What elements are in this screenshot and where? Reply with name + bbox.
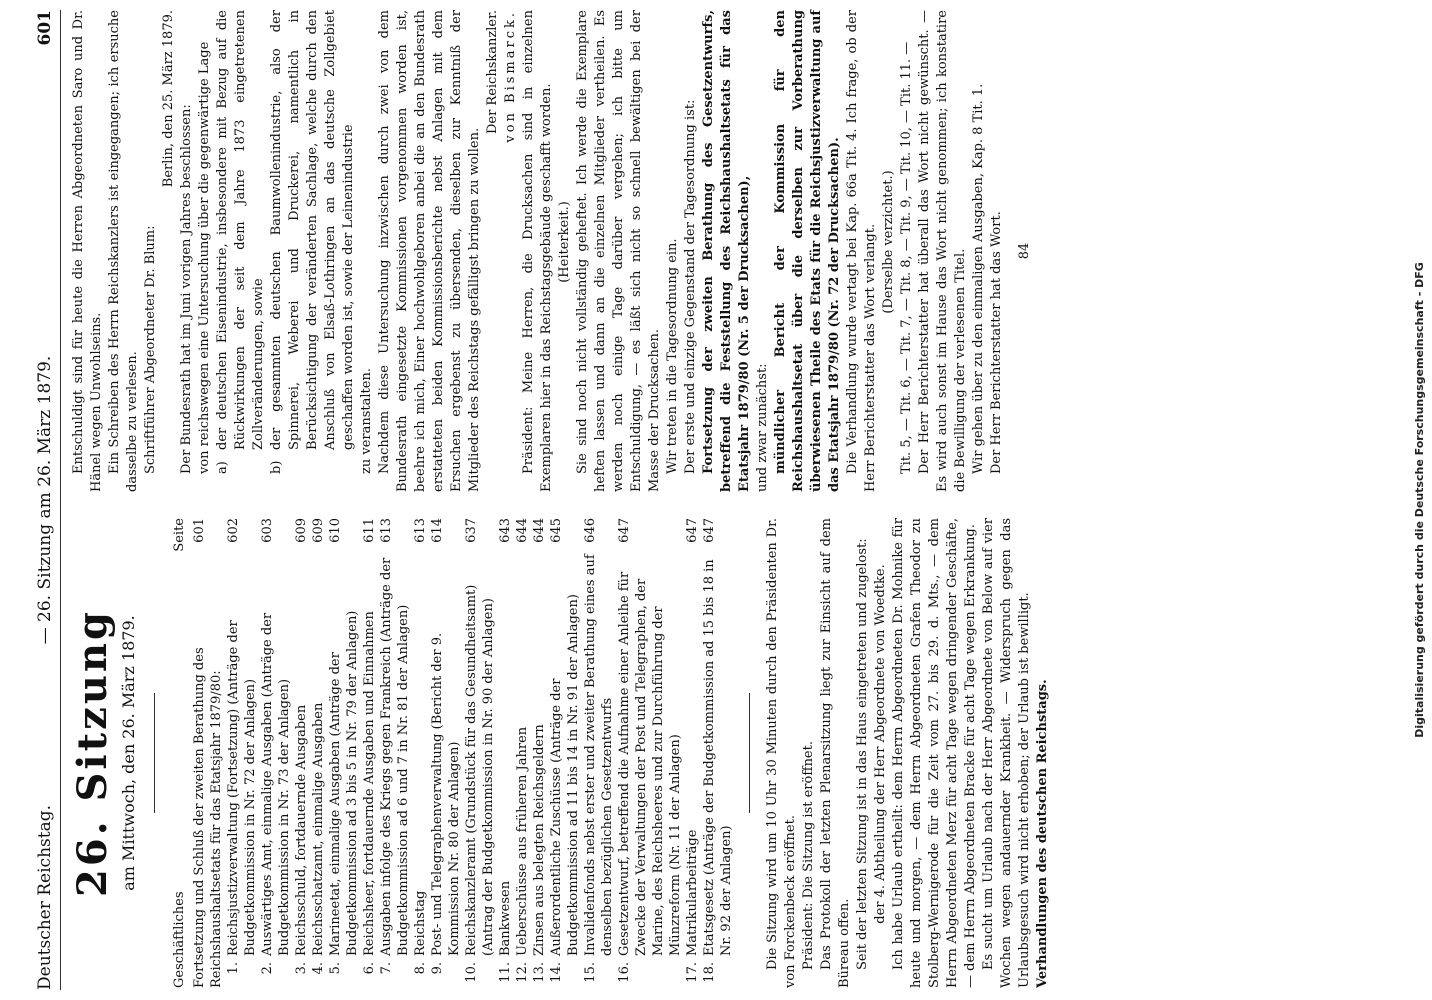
toc-row	[463, 518, 497, 988]
toc-number: 7.	[379, 962, 394, 975]
toc-number: 17.	[685, 962, 700, 983]
table-of-contents	[225, 518, 735, 988]
divider	[154, 693, 155, 813]
toc-page: 610	[328, 518, 343, 543]
right-column	[70, 10, 1049, 492]
paragraph: Sie sind noch nicht vollständig geheftet. Ich werde die Exemplare heften lassen und dann an die einzelnen Mitglieder vertheilen. Es werden noch einige Tage darüber vergehen; ich bitte um Entschuldigung, — es läßt sich nicht so schnell bewältigen bei der Masse der Drucksachen.	[575, 10, 662, 492]
toc-number: 10.	[464, 962, 479, 983]
toc-row	[701, 518, 735, 988]
toc-text: Zinsen aus belegten Reichsgeldern	[532, 724, 547, 956]
paragraph: Es sucht um Urlaub nach der Herr Abgeordnete von Below auf vier Wochen wegen andauernder Krankheit. — Widerspruch gegen das Urlaubsgesuch wird nicht erhoben; der Urlaub ist bewilligt.	[981, 518, 1032, 988]
divider	[749, 693, 750, 813]
toc-page: 647	[685, 518, 700, 543]
toc-text: Außerordentliche Zuschüsse (Anträge der Budgetkommission ad 11 bis 14 in Nr. 91 der Anlagen)	[549, 594, 581, 956]
paragraph: Wir treten in die Tagesordnung ein.	[665, 238, 680, 474]
paragraph: (Heiterkeit.)	[557, 201, 572, 283]
toc-text: Gesetzentwurf, betreffend die Aufnahme einer Anleihe für Zwecke der Verwaltungen der Post und Telegraphen, der Marine, des Reichsheeres und zur Durchführung der Münzreform (Nr. 11 der Anlagen)	[617, 571, 683, 956]
paragraph: Der erste und einzige Gegenstand der Tagesordnung ist:	[683, 99, 698, 474]
toc-page: 643	[498, 518, 513, 543]
toc-row	[225, 518, 259, 988]
toc-row	[429, 518, 463, 988]
paragraph: Schriftführer Abgeordneter Dr. Blum:	[143, 225, 158, 474]
toc-text: Ausgaben infolge des Kriegs gegen Frankreich (Anträge der Budgetkommission ad 6 und 7 in Nr. 81 der Anlagen)	[379, 557, 411, 956]
paragraph: Ein Schreiben des Herrn Reichskanzlers ist eingegangen; ich ersuche dasselbe zu verlesen.	[107, 10, 140, 492]
toc-page: 609	[294, 518, 309, 543]
list-text: der deutschen Eisenindustrie, insbesondere mit Bezug auf die Rückwirkungen der seit dem Jahre 1873 eingetretenen Zollveränderungen, sowie	[215, 10, 266, 450]
toc-row	[531, 518, 548, 988]
toc-text: Reichsschatzamt, einmalige Ausgaben	[311, 702, 326, 956]
toc-intro-text: Fortsetzung und Schluß der zweiten Berathung des Reichshaushaltsetats für das Etatsjahr 1879/80:	[192, 647, 224, 988]
toc-page: 644	[532, 518, 547, 543]
paragraph: Die Verhandlung wurde vertagt bei Kap. 66a Tit. 4. Ich frage, ob der Herr Berichterstatter das Wort verlangt.	[845, 10, 878, 492]
opening-paragraph: Die Sitzung wird um 10 Uhr 30 Minuten durch den Präsidenten Dr. von Forckenbeck eröffnet.	[765, 518, 798, 988]
list-item	[268, 10, 358, 474]
toc-number: 1.	[226, 962, 241, 975]
toc-number: 4.	[311, 962, 326, 975]
paragraph: der 4. Abtheilung der Herr Abgeordnete von Woedtke.	[873, 564, 888, 924]
paragraph: Nachdem diese Untersuchung inzwischen durch zwei von dem Bundesrath eingesetzte Kommissionen vorgenommen worden ist, beehre ich mich, Einer hochwohlgeboren anbei die an den Bundesrath erstatteten beiden Kommissionsberichte nebst Anlagen mit dem Ersuchen ergebenst zu übersenden, dieselben zur Kenntniß der Mitglieder des Reichstags gefälligst bringen zu wollen.	[377, 10, 482, 492]
toc-intro-page: 601	[192, 518, 207, 543]
toc-number: 9.	[430, 962, 445, 975]
paragraph: Der Herr Berichterstatter hat überall das Wort nicht gewünscht. — Es wird auch sonst im Hause das Wort nicht genommen; ich konstatire die Bewilligung der verlesenen Titel.	[917, 10, 968, 492]
footer-note: Verhandlungen des deutschen Reichstags.	[1035, 679, 1050, 988]
toc-row	[310, 518, 327, 988]
toc-text: Reichsheer, fortdauernde Ausgaben und Einnahmen	[362, 611, 377, 956]
toc-page: 637	[464, 518, 479, 543]
agenda-item: mündlicher Bericht der Kommission für den Reichshaushaltsetat über die derselben zur Vorberathung überwiesenen Theile des Etats für die Reichsjustizverwaltung auf das Etatsjahr 1879/80 (Nr. 72 der Drucksachen).	[773, 10, 842, 492]
paragraph: Der Herr Berichterstatter hat das Wort.	[989, 211, 1004, 474]
toc-row	[684, 518, 701, 988]
toc-row	[514, 518, 531, 988]
header-publication: Deutscher Reichstag.	[35, 805, 55, 990]
toc-number: 13.	[532, 962, 547, 983]
toc-number: 16.	[617, 962, 632, 983]
toc-number: 12.	[515, 962, 530, 983]
paragraph: Präsident: Meine Herren, die Drucksachen sind in einzelnen Exemplaren hier in das Reichstagsgebäude geschafft worden.	[521, 10, 554, 492]
paragraph: Entschuldigt sind für heute die Herren Abgeordneten Saro und Dr. Hänel wegen Unwohlseins.	[71, 10, 104, 492]
toc-text: Post- und Telegraphenverwaltung (Bericht der 9. Kommission Nr. 80 der Anlagen)	[430, 632, 462, 956]
toc-page: 646	[583, 518, 598, 543]
toc-row	[412, 518, 429, 988]
toc-number: 5.	[328, 962, 343, 975]
toc-page: 647	[617, 518, 632, 543]
list-label: a)	[215, 461, 230, 474]
list-text: der gesammten deutschen Baumwollenindustrie, also der Spinnerei, Weberei und Druckerei, namentlich in Berücksichtigung der veränderten Sachlage, welche durch den Anschluß von Elsaß-Lothringen an das deutsche Zollgebiet geschaffen worden ist, sowie der Leinenindustrie	[269, 10, 356, 450]
toc-label: Geschäftliches	[172, 891, 187, 988]
toc-row	[378, 518, 412, 988]
session-date: am Mittwoch, den 26. März 1879.	[119, 615, 138, 891]
toc-row	[497, 518, 514, 988]
toc-page: 609	[311, 518, 326, 543]
toc-row	[293, 518, 310, 988]
paragraph: Seit der letzten Sitzung ist in das Haus eingetreten und zugelost:	[855, 538, 870, 970]
paragraph: Tit. 5, — Tit. 6, — Tit. 7, — Tit. 8, — Tit. 9, — Tit. 10, — Tit. 11. —	[899, 41, 914, 474]
toc-number: 18.	[702, 962, 717, 983]
list-item	[214, 10, 268, 474]
toc-row	[259, 518, 293, 988]
paragraph: Wir gehen über zu den einmaligen Ausgaben, Kap. 8 Tit. 1.	[971, 83, 986, 474]
toc-text: Reichsschuld, fortdauernde Ausgaben	[294, 704, 309, 956]
toc-page: 614	[430, 518, 445, 543]
paragraph: Das Protokoll der letzten Plenarsitzung liegt zur Einsicht auf dem Büreau offen.	[819, 518, 852, 988]
toc-row	[582, 518, 616, 988]
toc-page: 611	[362, 518, 377, 543]
toc-text: Marineetat, einmalige Ausgaben (Anträge der Budgetkommission ad 3 bis 5 in Nr. 79 der Anlagen)	[328, 610, 360, 956]
paragraph: zu veranstalten.	[359, 368, 374, 474]
toc-page: 613	[379, 518, 394, 543]
toc-page: 602	[226, 518, 241, 543]
toc-number: 6.	[362, 962, 377, 975]
signature-name: von Bismarck.	[503, 10, 518, 143]
agenda-item: Fortsetzung der zweiten Berathung des Gesetzentwurfs, betreffend die Feststellung des Reichshaushaltsetats für das Etatsjahr 1879/80 (Nr. 5 der Drucksachen),	[701, 10, 752, 492]
toc-text: Bankwesen	[498, 880, 513, 956]
page-header	[34, 10, 61, 990]
toc-text: Etatsgesetz (Anträge der Budgetkommission ad 15 bis 18 in Nr. 92 der Anlagen)	[702, 559, 734, 956]
toc-number: 2.	[260, 962, 275, 975]
paragraph: (Derselbe verzichtet.)	[881, 170, 896, 314]
toc-number: 15.	[583, 962, 598, 983]
toc-text: Reichskanzleramt (Grundstück für das Gesundheitsamt) (Antrag der Budgetkommission in Nr. 90 der Anlagen)	[464, 584, 496, 956]
signature-title: Der Reichskanzler.	[485, 10, 500, 135]
digitization-note: Digitalisierung gefördert durch die Deutsche Forschungsgemeinschaft - DFG	[1413, 262, 1426, 738]
paragraph: Ich habe Urlaub ertheilt: dem Herrn Abgeordneten Dr. Mohnike für heute und morgen, — dem Herrn Abgeordneten Grafen Theodor zu Stolberg-Wernigerode für die Zeit vom 27. bis 29. d. Mts., — dem Herrn Abgeordneten Merz für acht Tage wegen dringender Geschäfte, — dem Herrn Abgeordneten Bracke für acht Tage wegen Erkrankung.	[891, 518, 978, 988]
toc-text: Ueberschüsse aus früheren Jahren	[515, 726, 530, 956]
paragraph: von reichswegen eine Untersuchung über die gegenwärtige Lage	[197, 41, 212, 474]
left-column	[70, 518, 1052, 988]
paragraph: Präsident: Die Sitzung ist eröffnet.	[801, 741, 816, 970]
toc-text: Reichstag	[413, 890, 428, 956]
toc-intro	[191, 518, 225, 988]
toc-number: 14.	[549, 962, 564, 983]
paragraph: und zwar zunächst:	[755, 363, 770, 492]
toc-number: 8.	[413, 962, 428, 975]
session-title: 26. Sitzung	[69, 609, 116, 897]
toc-text: Invalidenfonds nebst erster und zweiter Berathung eines auf denselben bezüglichen Gesetzentwurfs	[583, 554, 615, 956]
header-page-number: 601	[35, 10, 55, 46]
toc-page: 613	[413, 518, 428, 543]
toc-page: 645	[549, 518, 564, 543]
list-label: b)	[269, 460, 284, 474]
letter-date: Berlin, den 25. März 1879.	[161, 10, 176, 188]
toc-page: 603	[260, 518, 275, 543]
toc-row	[548, 518, 582, 988]
toc-row	[327, 518, 361, 988]
toc-row	[616, 518, 684, 988]
toc-header	[169, 518, 191, 988]
toc-text: Reichsjustizverwaltung (Fortsetzung) (Anträge der Budgetkommission in Nr. 72 der Anlagen)	[226, 620, 258, 956]
signature-mark: 84	[1017, 242, 1032, 260]
toc-number: 3.	[294, 962, 309, 975]
toc-page: 647	[702, 518, 717, 543]
toc-text: Matrikularbeiträge	[685, 829, 700, 956]
toc-page: 644	[515, 518, 530, 543]
paragraph: Der Bundesrath hat im Juni vorigen Jahres beschlossen:	[179, 104, 194, 474]
header-session: — 26. Sitzung am 26. März 1879.	[35, 355, 55, 645]
toc-number: 11.	[498, 962, 513, 983]
toc-page-label: Seite	[172, 518, 187, 552]
toc-row	[361, 518, 378, 988]
toc-text: Auswärtiges Amt, einmalige Ausgaben (Anträge der Budgetkommission in Nr. 73 der Anlagen)	[260, 612, 292, 956]
